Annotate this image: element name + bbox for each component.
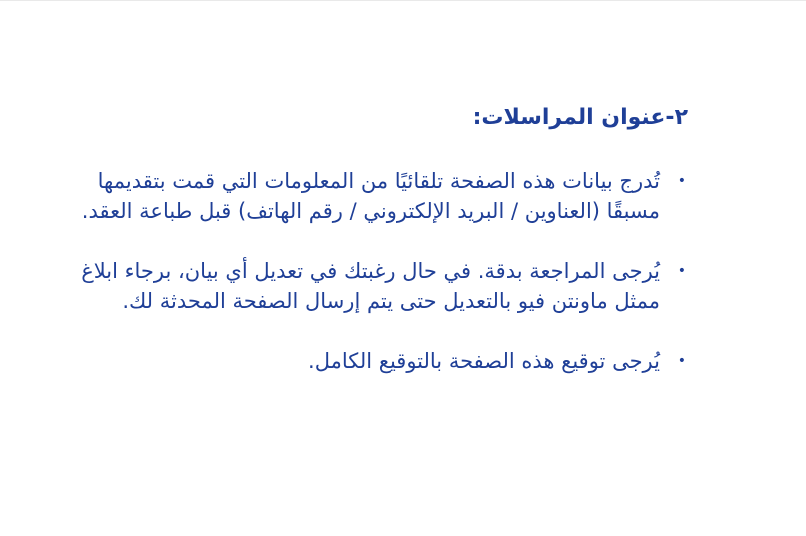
- bullet-icon: •: [677, 353, 686, 369]
- list-item-text: يُرجى توقيع هذه الصفحة بالتوقيع الكامل.: [308, 349, 660, 373]
- instructions-list: [40, 166, 688, 376]
- section-heading: ٢-عنوان المراسلات:: [472, 105, 688, 130]
- correspondence-address-section: [40, 100, 688, 406]
- bullet-icon: •: [677, 173, 686, 189]
- top-divider: [0, 0, 806, 1]
- list-item-text: يُرجى المراجعة بدقة. في حال رغبتك في تعديل أي بيان، برجاء ابلاغ ممثل ماونتن فيو بالتعديل حتى يتم إرسال الصفحة المحدثة لك.: [81, 259, 660, 313]
- bullet-icon: •: [677, 263, 686, 279]
- list-item: [40, 166, 688, 226]
- list-item: [40, 346, 688, 376]
- list-item-text: تُدرج بيانات هذه الصفحة تلقائيًا من المعلومات التي قمت بتقديمها مسبقًا (العناوين / البريد الإلكتروني / رقم الهاتف) قبل طباعة العقد.: [81, 169, 660, 223]
- list-item: [40, 256, 688, 316]
